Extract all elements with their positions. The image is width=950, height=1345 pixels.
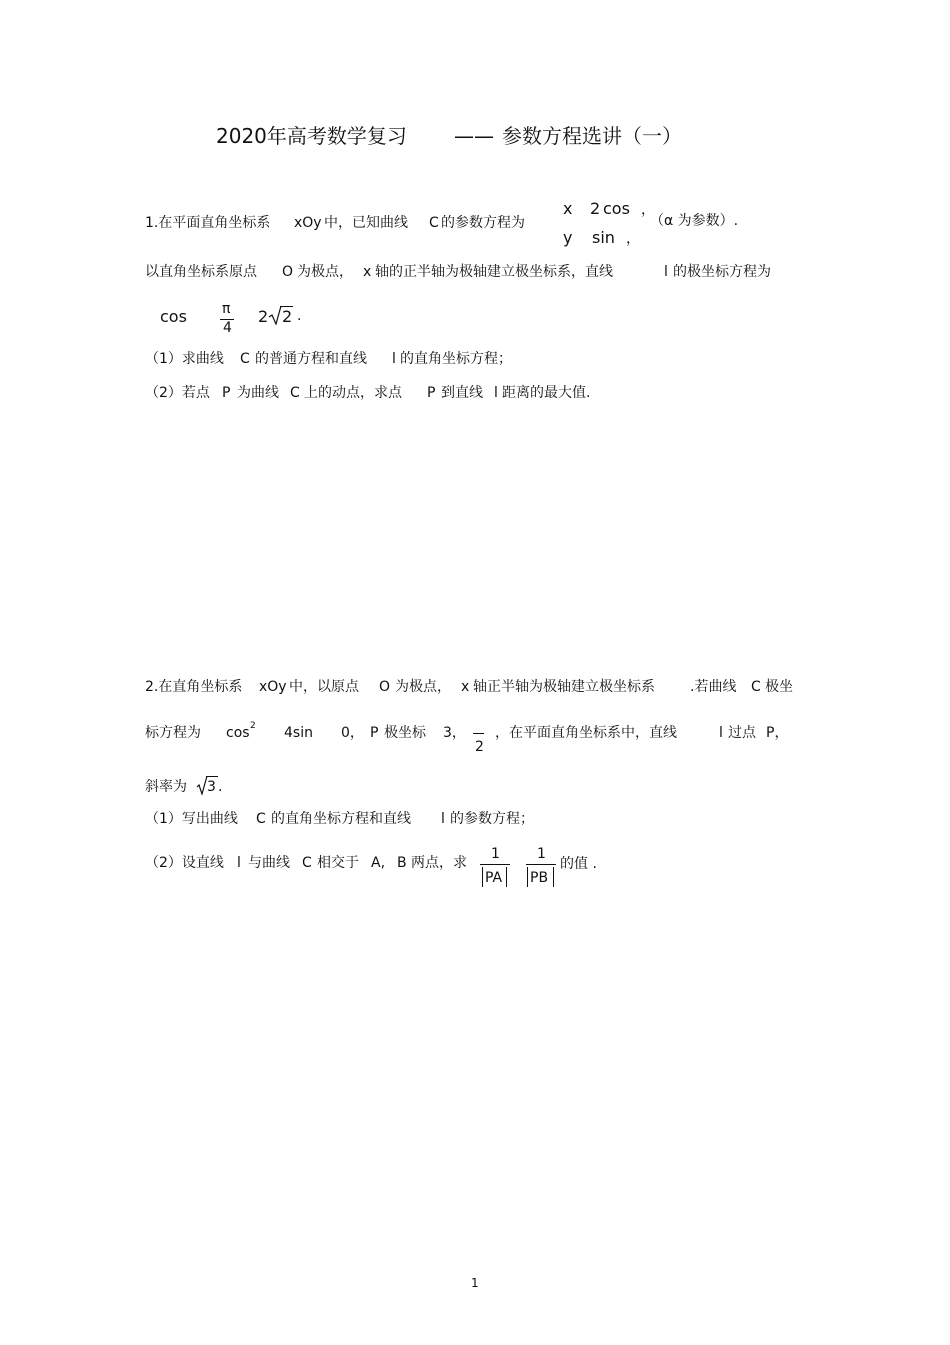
q2-cos: cos xyxy=(226,725,250,741)
q1-sub2-e: 到直线 xyxy=(441,385,483,401)
q1-pi: π xyxy=(222,301,231,317)
page-title xyxy=(216,126,407,146)
q2-dot: . xyxy=(218,779,223,795)
q1-sub2-p: P xyxy=(222,385,231,401)
q1-comma-2: ， xyxy=(626,231,640,247)
q2-b: 为极点， xyxy=(395,679,451,695)
q2-mid: 中，以原点 xyxy=(289,679,359,695)
q1-y-var: y xyxy=(563,228,573,247)
q2-frac1-numerator: 1 xyxy=(491,846,500,862)
q2-frac1-abs-right xyxy=(506,867,507,887)
q2-e: 极坐 xyxy=(765,679,793,695)
q2-square: 2 xyxy=(250,721,256,731)
q2-sub2-c: C xyxy=(302,855,312,871)
q2-frac2-abs-right xyxy=(553,867,554,887)
q2-frac1-pa: PA xyxy=(485,870,503,886)
q2-sub1-b: 的直角坐标方程和直线 xyxy=(271,811,411,827)
q2-sub2-a: A, xyxy=(371,855,386,871)
q1-line2-c: 轴的正半轴为极轴建立极坐标系，直线 xyxy=(375,264,613,280)
q1-sub1-l: l xyxy=(392,351,396,367)
q1-sub2-b: 为曲线 xyxy=(237,385,279,401)
q2-three: 3， xyxy=(443,725,466,741)
q1-comma-1: ， xyxy=(641,202,655,218)
q1-sub1: （1）求曲线 xyxy=(145,351,224,367)
q1-sub2-l: l xyxy=(494,385,498,401)
page-number: 1 xyxy=(471,1276,479,1290)
q1-xoy: xOy xyxy=(294,215,322,231)
q1-curve: C xyxy=(429,215,439,231)
q1-line2-x: x xyxy=(363,264,372,280)
q2-sub1-d: 的参数方程； xyxy=(450,811,534,827)
q1-sub1-d: 的直角坐标方程； xyxy=(400,351,512,367)
q1-period: . xyxy=(297,308,302,324)
q2-xoy: xOy xyxy=(259,679,287,695)
title-topic: 参数方程选讲（一） xyxy=(502,124,682,148)
q1-line2-o: O xyxy=(282,264,294,280)
q2-after: ，在平面直角坐标系中，直线 xyxy=(495,725,677,741)
q2-frac2-numerator: 1 xyxy=(537,846,546,862)
q2-line2-a: 标方程为 xyxy=(145,725,201,741)
q2-x: x xyxy=(461,679,470,695)
q2-frac2-bar xyxy=(526,864,556,865)
q2-sub1-c: C xyxy=(256,811,266,827)
q1-line2-l: l xyxy=(664,264,668,280)
q1-line2-a: 以直角坐标系原点 xyxy=(145,264,257,280)
title-dash: —— xyxy=(454,124,494,148)
q1-x-coef: 2 xyxy=(590,199,601,218)
q2-line3-a: 斜率为 xyxy=(145,779,187,795)
q2-curve: C xyxy=(751,679,761,695)
q1-sub2-c: C xyxy=(290,385,300,401)
q2-sub1: （1）写出曲线 xyxy=(145,811,238,827)
q1-intro: 1.在平面直角坐标系 xyxy=(145,215,271,231)
q2-frac2-pb: PB xyxy=(530,870,549,886)
q2-frac1-abs-left xyxy=(482,867,483,887)
q2-sqrt-bar xyxy=(206,776,218,777)
q1-polar-fn: cos xyxy=(160,307,187,326)
q1-four: 4 xyxy=(223,320,232,336)
q1-line2-b: 为极点， xyxy=(297,264,353,280)
q1-two: 2 xyxy=(258,307,269,326)
q2-den: 2 xyxy=(475,739,484,755)
q2-sub2-l: l xyxy=(237,855,241,871)
q2-four-sin: 4sin xyxy=(284,725,313,741)
q2-sub2-d: 相交于 xyxy=(317,855,359,871)
q1-sub1-b: 的普通方程和直线 xyxy=(255,351,367,367)
q1-sqrt-arg: 2 xyxy=(282,307,293,326)
q2-through: 过点 xyxy=(728,725,756,741)
q1-sub1-c: C xyxy=(240,351,250,367)
q1-mid: 中，已知曲线 xyxy=(324,215,408,231)
q1-y-fn: sin xyxy=(592,228,615,247)
q2-p2: P， xyxy=(766,725,789,741)
q2-intro: 2.在直角坐标系 xyxy=(145,679,243,695)
q1-sub2: （2）若点 xyxy=(145,385,210,401)
q2-l: l xyxy=(719,725,723,741)
q2-sub2-e: 两点，求 xyxy=(411,855,467,871)
q1-param-label: 的参数方程为 xyxy=(441,215,525,231)
q1-sub2-p2: P xyxy=(427,385,436,401)
q1-sub2-d: 上的动点，求点 xyxy=(304,385,402,401)
q2-sub2-b: 与曲线 xyxy=(248,855,290,871)
q2-o: O xyxy=(379,679,391,695)
q2-frac1-bar xyxy=(480,864,510,865)
q1-sqrt-sign xyxy=(268,305,282,325)
q2-frac2-abs-left xyxy=(527,867,528,887)
q1-x-var: x xyxy=(563,199,573,218)
q1-line2-d: 的极坐标方程为 xyxy=(673,264,771,280)
q2-sub2: （2）设直线 xyxy=(145,855,224,871)
q2-c: 轴正半轴为极轴建立极坐标系 xyxy=(473,679,655,695)
q2-zero: 0， xyxy=(341,725,364,741)
q2-sqrt3: 3 xyxy=(207,779,216,795)
q1-param-note: （α 为参数）. xyxy=(650,213,739,229)
q1-sub2-f: 距离的最大值. xyxy=(502,385,591,401)
q2-value: 的值 . xyxy=(560,856,597,872)
title-year: 2020 xyxy=(216,124,267,148)
q2-d: .若曲线 xyxy=(690,679,737,695)
q2-sub2-bb: B xyxy=(397,855,407,871)
q2-sub1-l: l xyxy=(441,811,445,827)
q1-x-fn: cos xyxy=(603,199,630,218)
q2-fraction-bar xyxy=(473,733,484,734)
q2-polar-label: 极坐标 xyxy=(384,725,426,741)
title-text: 年高考数学复习 xyxy=(266,124,407,148)
q2-p: P xyxy=(370,725,379,741)
